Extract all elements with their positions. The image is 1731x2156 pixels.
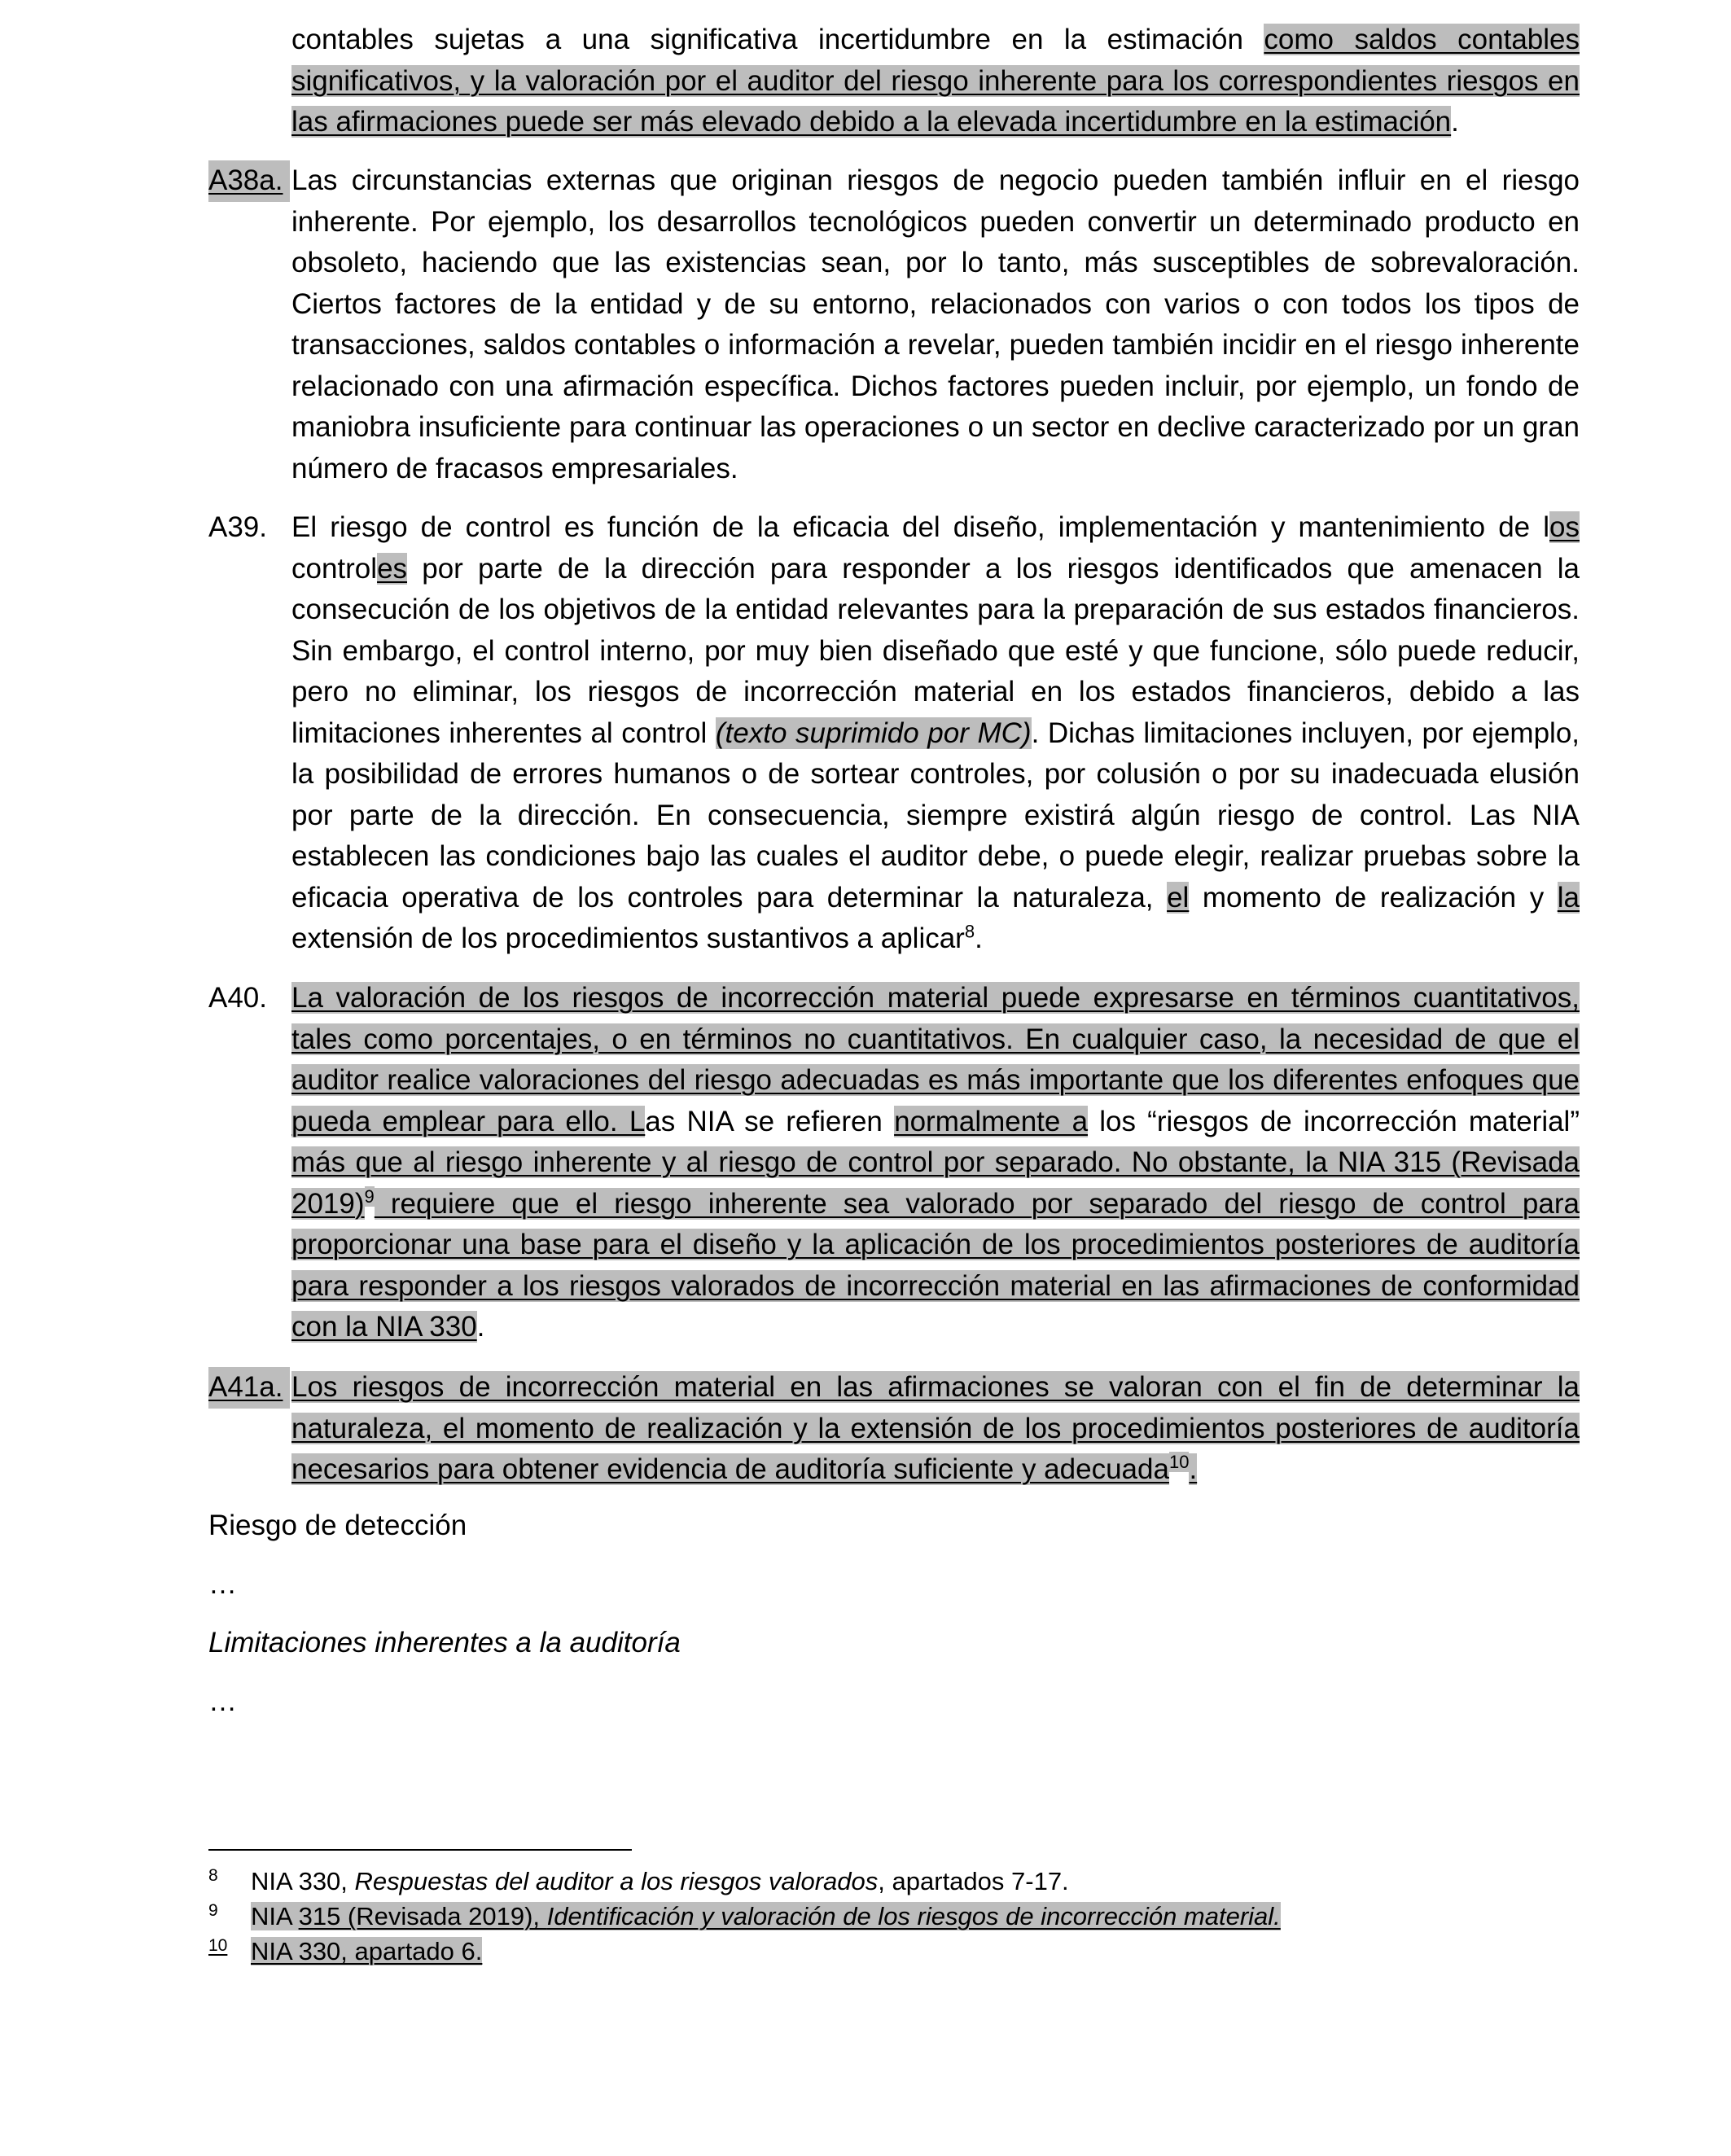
paragraph-number: A38a. (208, 160, 290, 202)
paragraph-number: A40. (208, 982, 267, 1014)
section-heading-detection: Riesgo de detección (208, 1510, 467, 1541)
revision-highlight: (texto suprimido por MC) (715, 716, 1032, 749)
footnote-ref: 8 (964, 921, 975, 942)
paragraph-number: A39. (208, 511, 267, 543)
section-heading-limitations: Limitaciones inherentes a la auditoría (208, 1627, 681, 1659)
paragraph-a38a (208, 160, 1580, 489)
revision-highlight: es (377, 552, 408, 585)
footnote-10: 10 NIA 330, apartado 6. (208, 1935, 483, 1965)
revision-highlight: os (1549, 511, 1580, 543)
paragraph-a40 (208, 978, 1580, 1348)
continuation-end: . (1451, 106, 1459, 138)
paragraph-number: A41a. (208, 1367, 290, 1409)
revision-highlight: el (1167, 881, 1190, 914)
paragraph-text: La valoración de los riesgos de incorrección material puede expresarse en términos cuantitativos, tales como porcentajes, o en términos no cuantitativos. En cualquier caso, la necesidad de que el auditor realice valoraciones del riesgo adecuadas es más importante que los diferentes enfoques que pueda emplear para ello. Las NIA se refieren normalmente a los “riesgos de incorrección material” más que al riesgo inherente y al riesgo de control por separado. No obstante, la NIA 315 (Revisada 2019)$^9$ requiere que el riesgo inherente sea valorado por separado del riesgo de control para proporcionar una base para el diseño y la aplicación de los procedimientos posteriores de auditoría para responder a los riesgos valorados de incorrección material en las afirmaciones de conformidad con la NIA 330. (291, 982, 1580, 1343)
paragraph-text: Las circunstancias externas que originan riesgos de negocio pueden también influir en el riesgo inherente. Por ejemplo, los desarrollos tecnológicos pueden convertir un determinado producto en obsoleto, haciendo que las existencias sean, por lo tanto, más susceptibles de sobrevaloración. Ciertos factores de la entidad y de su entorno, relacionados con varios o con todos los tipos de transacciones, saldos contables o información a revelar, pueden también incidir en el riesgo inherente relacionado con una afirmación específica. Dichos factores pueden incluir, por ejemplo, un fondo de maniobra insuficiente para continuar las operaciones o un sector en declive caracterizado por un gran número de fracasos empresariales. (291, 164, 1580, 484)
continuation-highlight: como saldos contables significativos, y la valoración por el auditor del riesgo inherente para los correspondientes riesgos en las afirmaciones puede ser más elevado debido a la elevada incertidumbre en la estimación (291, 24, 1580, 138)
revision-highlight: La valoración de los riesgos de incorrección material puede expresarse en términos cuantitativos, tales como porcentajes, o en términos no cuantitativos. En cualquier caso, la necesidad de que el auditor realice valoraciones del riesgo adecuadas es más importante que los diferentes enfoques que pueda emplear para ello. L (291, 982, 1580, 1137)
revision-highlight: más que al riesgo inherente y al riesgo de control por separado. No obstante, la NIA 315 (Revisada 2019) (291, 1146, 1580, 1220)
paragraph-text (291, 1367, 1580, 1491)
revision-highlight: requiere que el riesgo inherente sea valorado por separado del riesgo de control para proporcionar una base para el diseño y la aplicación de los procedimientos posteriores de auditoría para responder a los riesgos valorados de incorrección material en las afirmaciones de conformidad con la NIA 330 (291, 1187, 1580, 1343)
revision-highlight: la (1557, 881, 1580, 914)
revision-highlight: Los riesgos de incorrección material en las afirmaciones se valoran con el fin de determinar la naturaleza, el momento de realización y la extensión de los procedimientos posteriores de auditoría necesarios para obtener evidencia de auditoría suficiente y adecuada (291, 1371, 1580, 1485)
ellipsis: … (208, 1685, 237, 1717)
continuation-text: contables sujetas a una significativa incertidumbre en la estimación (291, 24, 1264, 55)
revision-highlight: . (1189, 1453, 1198, 1485)
footnote-separator (208, 1849, 632, 1851)
revision-highlight: normalmente a (894, 1105, 1089, 1137)
footnote-ref: 9 (364, 1185, 375, 1207)
ellipsis: … (208, 1568, 237, 1600)
footnote-ref: 10 (1168, 1452, 1190, 1473)
paragraph-a41a (208, 1367, 1580, 1491)
paragraph-a39 (208, 507, 1580, 960)
paragraph-text: El riesgo de control es función de la eficacia del diseño, implementación y mantenimiento de los controles por parte de la dirección para responder a los riesgos identificados que amenacen la consecución de los objetivos de la entidad relevantes para la preparación de sus estados financieros. Sin embargo, el control interno, por muy bien diseñado que esté y que funcione, sólo puede reducir, pero no eliminar, los riesgos de incorrección material en los estados financieros, debido a las limitaciones inherentes al control (texto suprimido por MC). Dichas limitaciones incluyen, por ejemplo, la posibilidad de errores humanos o de sortear controles, por colusión o por su inadecuada elusión por parte de la dirección. En consecuencia, siempre existirá algún riesgo de control. Las NIA establecen las condiciones bajo las cuales el auditor debe, o puede elegir, realizar pruebas sobre la eficacia operativa de los controles para determinar la naturaleza, el momento de realización y la extensión de los procedimientos sustantivos a aplicar$^8$. (291, 511, 1580, 954)
continuation-paragraph (208, 20, 1580, 143)
footnote-8: 8 NIA 330, Respuestas del auditor a los riesgos valorados, apartados 7-17. (208, 1865, 1069, 1895)
footnote-9: 9 NIA 315 (Revisada 2019), Identificación y valoración de los riesgos de incorrección material. (208, 1900, 1281, 1930)
